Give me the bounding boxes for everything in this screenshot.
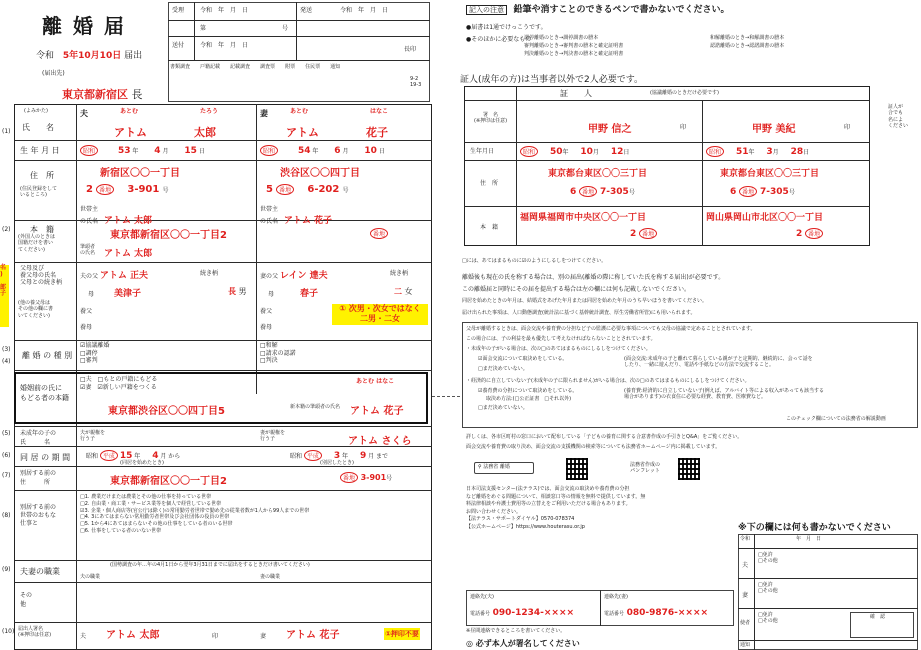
- husband-signature: 夫 アトム 太郎 印: [80, 630, 219, 641]
- office-kakunin: 確 認: [870, 614, 886, 620]
- w1-name: 甲野 信之: [588, 124, 632, 135]
- row-num-9: (9): [2, 566, 11, 573]
- box-text-1: 父母が離婚するときは、面会交流や養育費の分担など子の監護に必要な事項についても父母の協議で定めることとされています。: [466, 326, 756, 332]
- address-note: (住民登録をして いるところ): [20, 186, 57, 199]
- return-label: 婚姻前の氏に もどる者の本籍: [20, 384, 69, 402]
- prev-address-go: 番地 3-901号: [340, 472, 392, 483]
- wife-first: 花子: [366, 126, 388, 139]
- period-to-note: (別居したとき): [320, 460, 354, 466]
- detail-note: 詳しくは、各市区町村の窓口において配布している「子どもの養育に関する合意書作成の手引きとQ&A」をご覧ください。: [466, 434, 743, 440]
- row-num-4: (4): [2, 358, 11, 365]
- wife-signature: 妻 アトム 花子: [260, 630, 340, 641]
- date-suffix: 届出: [124, 51, 143, 61]
- husband-relation-value: 長 男: [228, 287, 247, 296]
- husband-banchi: 2 番地 3-901 号: [86, 184, 169, 195]
- pamph-label: 法務省作成の パンフレット: [630, 462, 661, 475]
- w2-banchi: 6 番地 7-305号: [730, 187, 795, 197]
- divorce-kind: ☑協議離婚 □調停 □審判: [80, 342, 110, 364]
- attention-tag: 記入の注意: [466, 5, 507, 15]
- wife-father: 妻の父 レイン 達夫: [260, 271, 328, 281]
- contact-w: 電話番号 080-9876-××××: [604, 608, 709, 618]
- box-c3: ☑養育費の分担について取決めをしている。: [478, 388, 578, 394]
- return-kana: あとむ はなこ: [356, 378, 395, 385]
- husband-birth: 昭和 53 年 4 月 15 日: [80, 145, 205, 156]
- w2-birth: 昭和 51年 3月 28日: [706, 146, 809, 157]
- w1-banchi: 6 番地 7-305号: [570, 187, 635, 197]
- office-h-cells: □免許 □その他: [758, 552, 778, 565]
- job-list: □1. 農業だけまたは農業とその他の仕事を持っている世帯 □2. 自由業・商工業・サービス業等を個人で経営している世帯 ☑3. 企業・個人商店等(官公庁は除く)の常用勤労者世帯で勤め先の従業者数が1人から99人までの世帯 □4. 3にあてはまらない常用勤労者世帯及び会社団体の役員の世帯 □5. 1から4にあてはまらないその他の仕事をしている者のいる世帯 □6. 仕事をしている者のいない世帯: [80, 494, 310, 534]
- w2-hs-banchi: 2 番地: [796, 228, 823, 239]
- row-num-2: (2): [2, 226, 11, 233]
- husband-kana-last: あとむ: [120, 108, 139, 115]
- wife-era: 昭和: [260, 145, 278, 156]
- w1-birth: 昭和 50年 10月 12日: [520, 146, 629, 157]
- attention-text: 鉛筆や消すことのできるペンで書かないでください。: [513, 5, 730, 15]
- check-note: このチェック欄についての法務省の解説動画: [786, 416, 886, 422]
- attention-row: [466, 2, 730, 15]
- row-num-5: (5): [2, 430, 11, 437]
- honseki-value: 東京都新宿区〇〇一丁目2: [110, 230, 227, 241]
- husband-first: 太郎: [194, 126, 216, 139]
- yellow-note-2: ①押印不要: [385, 630, 419, 638]
- box-c3b: 取決め方法:(□公正証書 □それ以外): [486, 396, 572, 402]
- date-prefix: 令和: [36, 51, 55, 61]
- office-reception-box: [168, 2, 430, 102]
- parents-note: (他の養父母は その他の欄に書 いてください): [18, 300, 54, 319]
- must-sign: ◎ 必ず本人が署名してください: [466, 639, 580, 648]
- witness-addr-label: 住 所: [480, 180, 499, 187]
- office-row-h: 夫: [742, 562, 749, 569]
- yomikata-label: (よみかた): [24, 108, 48, 114]
- left-form: [0, 0, 432, 650]
- office-row-s: 使者: [740, 620, 751, 626]
- period-to: 昭和 平成 3 年 9 月 まで: [290, 451, 389, 461]
- sofu-date: 令和 年 月 日: [200, 42, 249, 49]
- juri-date: 令和 年 月 日: [200, 7, 249, 14]
- sofu-label: 送付: [172, 42, 185, 49]
- period-from-note: (同居を始めたとき): [120, 460, 164, 466]
- search-label: ⚲ 法務省 離婚: [478, 464, 510, 470]
- side-note-right: 証人が 合でも 名によ ください: [888, 104, 909, 129]
- box-q2: ・経済的に自立していない子(未成年の子に限られません)がいる場合は、次の□のあてはまるものにしるしをつけてください。: [466, 378, 750, 384]
- contact-h: 電話番号 090-1234-××××: [470, 608, 575, 618]
- child-w-label: 妻が親権を 行う子: [260, 430, 286, 443]
- para-2: 離婚後も現在の氏を称する場合は、別の届出(離婚の際に称していた氏を称する届出)が必要です。: [462, 274, 725, 281]
- qr-code-2[interactable]: [678, 458, 700, 480]
- wife-address: 渋谷区〇〇四丁目: [280, 168, 360, 179]
- signer-label: 届出人署名 (※押印は任意): [18, 626, 52, 639]
- honseki-banchi-mark: 番地: [370, 228, 388, 239]
- period-label: 同 居 の 期 間: [20, 453, 71, 462]
- office-s-cells: □免許 □その他: [758, 612, 778, 625]
- box-q1: ・未成年の子がいる場合は、次の□のあてはまるものにしるしをつけてください。: [466, 346, 651, 352]
- return-options: □夫 □もとの戸籍にもどる ☑妻 ☑新しい戸籍をつくる: [80, 376, 158, 391]
- contact-w-label: 連絡先(妻): [604, 594, 628, 600]
- birth-label: 生 年 月 日: [20, 146, 60, 155]
- w2-name: 甲野 美紀: [752, 124, 796, 135]
- detail-note-2: 面会交流や養育費の取り決め、面会交流の支援機関の検索等についても法務省ホームページ内に掲載しています。: [466, 444, 721, 450]
- office-row-w: 妻: [742, 592, 749, 599]
- child-h-label: 夫が親権を 行う子: [80, 430, 106, 443]
- juri-label: 受理: [172, 7, 185, 14]
- date-line: [36, 48, 142, 61]
- occupation-cells: 夫の職業: [80, 574, 101, 580]
- wife-householder: 世帯主 の氏名 アトム 花子: [260, 206, 333, 226]
- wife-birth: 昭和 54 年 6 月 10 日: [260, 145, 385, 156]
- w1-in: 印: [680, 124, 687, 131]
- row-num-1: (1): [2, 128, 11, 135]
- form-title: 離 婚 届: [42, 14, 126, 38]
- row-num-3: (3): [2, 346, 11, 353]
- go-label: 号: [282, 25, 289, 32]
- bullet-2: ●そのほかに必要なもの: [466, 36, 532, 43]
- contact-h-label: 連絡先(夫): [470, 594, 494, 600]
- wife-mother: 母 春子: [268, 289, 319, 299]
- honseki-head: アトム 太郎: [104, 249, 153, 259]
- husband-address: 新宿区〇〇一丁目: [100, 168, 180, 179]
- contact-note: ※昼間連絡できるところを書いてください。: [466, 628, 566, 634]
- return-head-label: 新本籍の筆頭者の氏名: [290, 404, 341, 410]
- row-num-8: (8): [2, 512, 11, 519]
- office-name: 東京都新宿区: [62, 88, 128, 101]
- husband-mother: 母 美津子: [88, 289, 142, 299]
- husband-kana-first: たろう: [200, 108, 219, 115]
- office-ymd: 年 月 日: [796, 536, 822, 542]
- w2-in: 印: [844, 124, 851, 131]
- occupation-note: (国勢調査の年…年の4月1日から翌年3月31日までに届出をするときだけ書いてください): [110, 562, 310, 568]
- wife-kana-last: あとむ: [290, 108, 309, 115]
- husband-era: 昭和: [80, 145, 98, 156]
- witness-sig-label: 署 名 (※押印は任意): [474, 112, 508, 125]
- wife-relation: 続き柄: [390, 270, 409, 277]
- husband-father: 夫の父 アトム 正夫: [80, 271, 149, 281]
- wife-banchi: 5 番地 6-202 号: [266, 184, 349, 195]
- box-c1: ☑面会交流について取決めをしている。: [478, 356, 568, 362]
- para-1: □には、あてはまるものに☑のようにしるしをつけてください。: [462, 258, 607, 264]
- husband-relation: 続き柄: [200, 270, 219, 277]
- w1-honseki: 福岡県福岡市中央区〇〇一丁目: [520, 213, 647, 223]
- chouin-label: 長印: [404, 46, 417, 53]
- occupation-label: 夫妻の職業: [20, 567, 60, 576]
- para-4: 同居を始めたときの年月は、結婚式をあげた年月または同居を始めた年月のうち早いほうを書いてください。: [462, 298, 708, 304]
- yellow-note-1: ① 次男・次女ではなく 二男・二女: [332, 304, 428, 325]
- child-label: 未成年の子の 氏 名: [20, 430, 57, 446]
- w2-honseki: 岡山県岡山市北区〇〇一丁目: [706, 213, 824, 223]
- w2-addr: 東京都台東区〇〇三丁目: [720, 169, 820, 179]
- yofu-labels: 養父 養母: [80, 308, 93, 331]
- box-small-1: (面会交流:未成年の子と離れて暮らしている親が子と定期的、継続的に、会って話をしたり、一緒に遊んだり、電話や手紙などの方法で交流すること。: [624, 356, 813, 369]
- para-5: 届け出られた事項は、人口動態調査(統計法に基づく基幹統計調査、厚生労働省所管)にも用いられます。: [462, 310, 696, 316]
- period-from: 昭和 平成 15 年 4 月 から: [86, 451, 181, 461]
- kind-label: 離 婚 の 種 別: [22, 351, 73, 360]
- yofu-labels-wife: 養父 養母: [260, 308, 273, 331]
- office-title: ※下の欄には何も書かないでください: [738, 523, 891, 533]
- office-w-cells: □免許 □その他: [758, 582, 778, 595]
- return-head: アトム 花子: [350, 406, 404, 417]
- row-num-6: (6): [2, 452, 11, 459]
- side-label: 名 ) 郎 子: [0, 265, 9, 327]
- wife-relation-value: 二 女: [394, 287, 413, 296]
- box-c2: □まだ決めていない。: [478, 366, 528, 372]
- divorce-kind-2: □和解 □請求の認諾 □判決: [260, 342, 296, 364]
- wife-head: 妻: [260, 109, 268, 118]
- bullet-1: ●届書は1通でけっこうです。: [466, 24, 547, 31]
- return-address: 東京都渋谷区〇〇四丁目5: [108, 406, 225, 417]
- prev-addr-label: 別居する前の 住 所: [20, 470, 57, 486]
- address-label: 住 所: [30, 171, 54, 180]
- para-3: この離婚届と同時にその届を提出する場合は左の欄には何も記載しないでください。: [462, 286, 691, 293]
- honseki-label: 本 籍: [30, 225, 54, 234]
- row-num-7: (7): [2, 472, 11, 479]
- houterasu-text: 日本司法支援センター(法テラス)では、面会交流の取決めや養育費の分担 など離婚をめぐる問題について、相談窓口等の情報を無料で提供しています。無 料法律相談や弁護士費用等の立替えをご利用いただける場合もあります。 お問い合わせください。 【法テラス・サポートダイヤル】0570-078374 【公式ホームページ】https://www.houterasu.or.jp: [466, 486, 646, 530]
- witness-title: 証人(成年の方)は当事者以外で2人必要です。: [460, 75, 644, 85]
- box-c4: □まだ決めていない。: [478, 405, 528, 411]
- box-small-2: (養育費:経済的に自立していない子(例えば、アルバイト等による収入があっても該当する場合があります)の衣食住に必要な経費、教育費、医療費など。: [624, 388, 824, 401]
- witness-birth-label: 生年月日: [470, 148, 495, 155]
- wife-kana-first: はなこ: [370, 108, 389, 115]
- name-label: 氏 名: [22, 123, 54, 132]
- need-list: 調停離婚のとき→調停調書の謄本 審判離婚のとき→審判書の謄本と確定証明書 判決離婚のとき→判決書の謄本と確定証明書: [524, 35, 624, 57]
- date-value: 5年10月10日: [62, 51, 122, 61]
- office-line: [62, 86, 143, 102]
- occupation-cells-w: 妻の職業: [260, 574, 281, 580]
- child-w-name: アトム さくら: [348, 436, 412, 447]
- office-suffix: 長: [131, 88, 143, 101]
- hasso-date: 令和 年 月 日: [340, 7, 389, 14]
- box-text-2: この場合には、子の利益を最も優先して考えなければならないこととされています。: [466, 336, 656, 342]
- row-num-10: (10): [2, 628, 15, 635]
- honseki-note: (外国人のときは 国籍だけを書い てください): [18, 234, 55, 253]
- parents-label: 父母及び 養父母の氏名 父母との続き柄: [20, 265, 63, 287]
- hasso-label: 発送: [300, 7, 313, 14]
- office-cols: 書類調査 戸籍記載 記載調査 調査票 附票 住民票 通知: [170, 64, 341, 70]
- w1-hs-banchi: 2 番地: [630, 228, 657, 239]
- office-row-t: 通知: [740, 642, 751, 648]
- dai-label: 第: [200, 25, 207, 32]
- job-label: 別居する前の 世帯のおもな 仕事と: [20, 504, 57, 527]
- honseki-head-label: 筆頭者 の氏名: [80, 244, 96, 257]
- husband-head: 夫: [80, 109, 88, 118]
- office-era: 令和: [740, 536, 751, 542]
- witness-header: 証 人: [560, 89, 592, 98]
- right-panel: [440, 0, 921, 650]
- husband-householder: 世帯主 の氏名 アトム 太郎: [80, 206, 153, 226]
- witness-honseki-label: 本 籍: [480, 224, 499, 231]
- tsuchi-note: 9-2 19-3: [410, 76, 422, 89]
- qr-code-1[interactable]: [566, 458, 588, 480]
- witness-note: (協議離婚のときだけ必要です): [650, 90, 719, 96]
- to-label: (届出先): [42, 70, 65, 77]
- w1-addr: 東京都台東区〇〇三丁目: [548, 169, 648, 179]
- wife-last: アトム: [286, 126, 319, 139]
- other-label: その 他: [20, 592, 33, 608]
- need-list-b: 和解離婚のとき→和解調書の謄本 認諾離婚のとき→認諾調書の謄本: [710, 35, 785, 49]
- prev-address: 東京都新宿区〇〇一丁目2: [110, 476, 227, 487]
- husband-last: アトム: [114, 126, 147, 139]
